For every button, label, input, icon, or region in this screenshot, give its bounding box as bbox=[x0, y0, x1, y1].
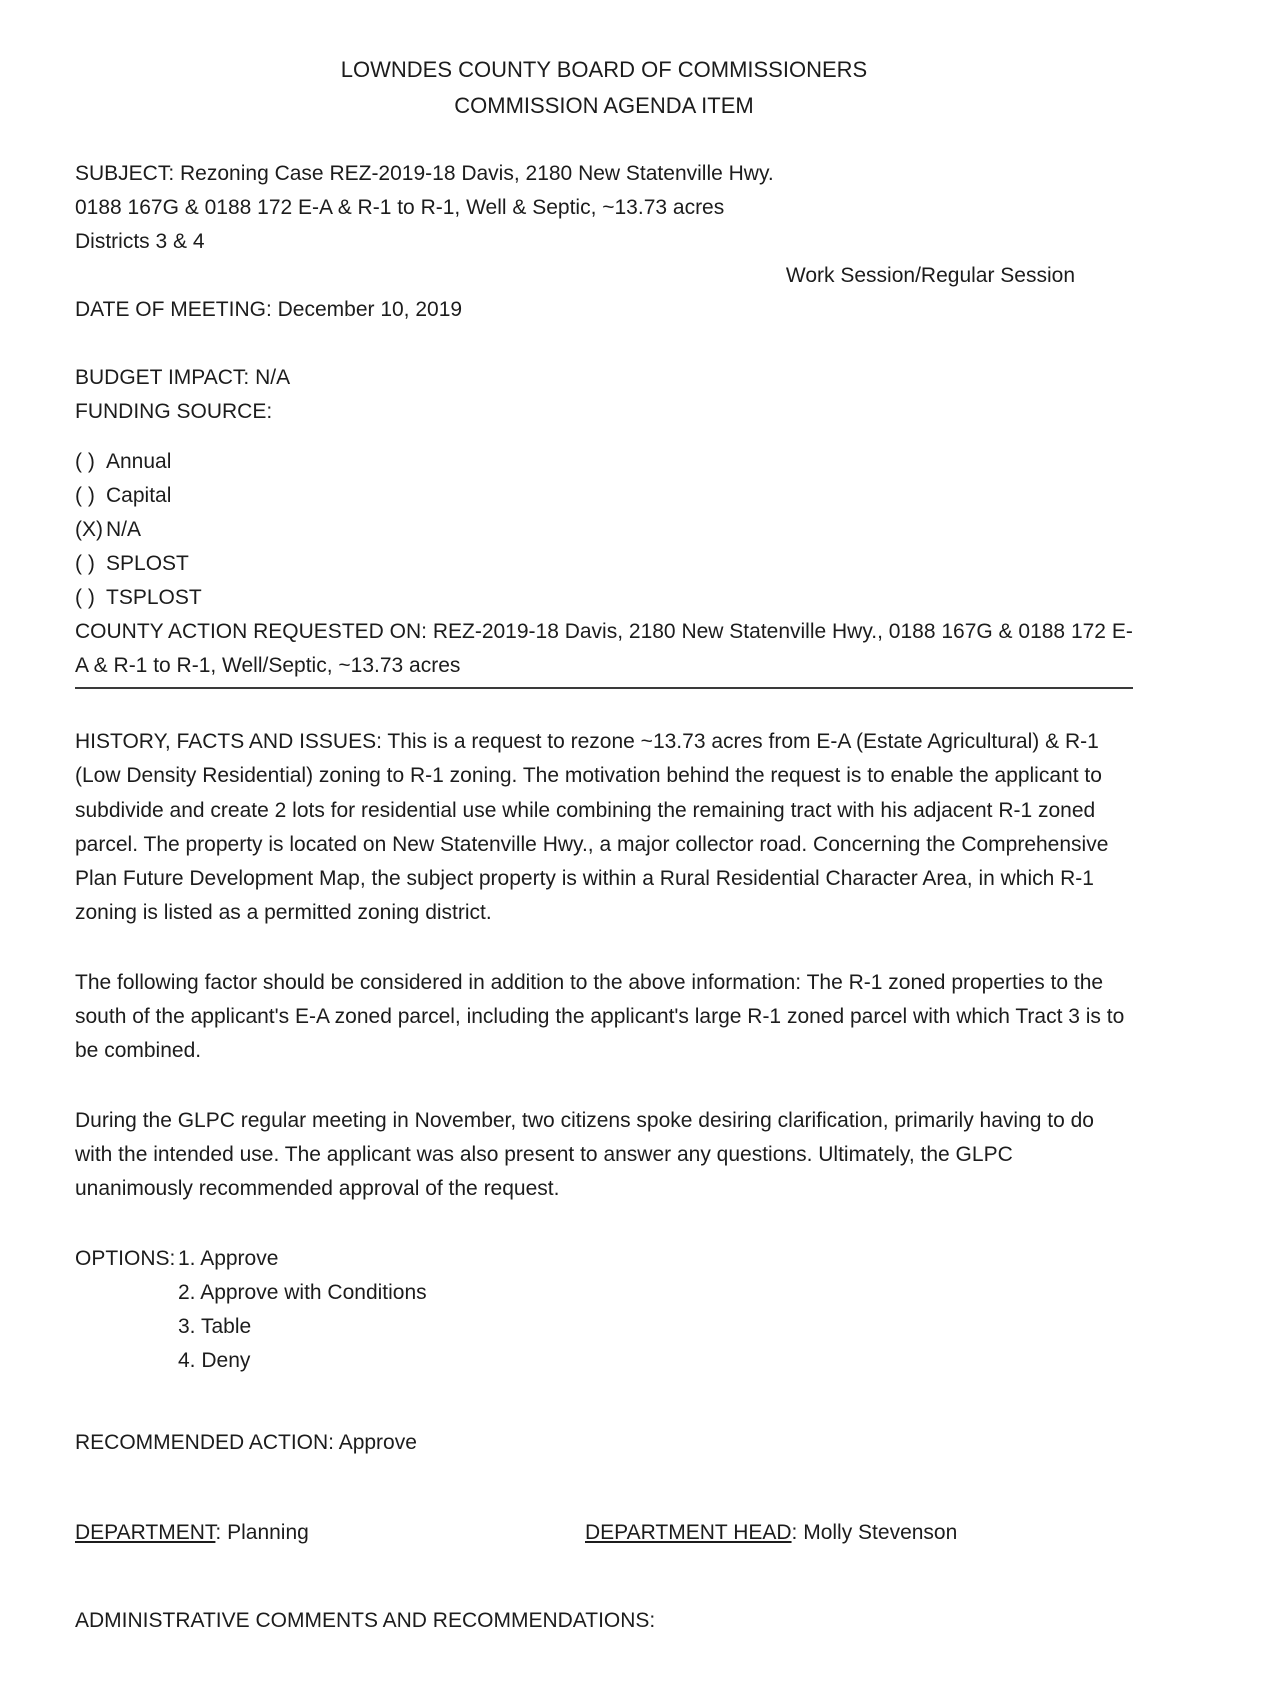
checkbox-mark-na-checked: (X) bbox=[75, 518, 103, 542]
administrative-comments-heading: ADMINISTRATIVE COMMENTS AND RECOMMENDATIONS: bbox=[75, 1608, 656, 1632]
checkbox-mark-capital: ( ) bbox=[75, 484, 95, 508]
checkbox-mark-tsplost: ( ) bbox=[75, 586, 95, 610]
title-line-board: LOWNDES COUNTY BOARD OF COMMISSIONERS bbox=[340, 57, 868, 82]
option-approve-with-conditions: 2. Approve with Conditions bbox=[178, 1280, 427, 1304]
department-head-value: : Molly Stevenson bbox=[791, 1520, 958, 1544]
funding-option-na bbox=[75, 513, 1133, 547]
funding-option-label-capital: Capital bbox=[106, 484, 172, 508]
county-action-requested: COUNTY ACTION REQUESTED ON: REZ-2019-18 Davis, 2180 New Statenville Hwy., 0188 167G & 0188 172 E-A & R-1 to R-1, Well/Septic, ~13.73 acres bbox=[75, 615, 1133, 689]
funding-option-capital bbox=[75, 479, 1133, 513]
checkbox-mark-annual: ( ) bbox=[75, 450, 95, 474]
option-deny: 4. Deny bbox=[178, 1348, 251, 1372]
department-label: DEPARTMENT bbox=[75, 1520, 216, 1544]
subject-block bbox=[75, 157, 1133, 259]
department bbox=[75, 1516, 585, 1550]
funding-source-label: FUNDING SOURCE: bbox=[75, 400, 273, 424]
options-block bbox=[75, 1242, 1133, 1378]
funding-option-annual bbox=[75, 445, 1133, 479]
department-head-label: DEPARTMENT HEAD bbox=[585, 1520, 792, 1544]
budget-impact: BUDGET IMPACT: N/A bbox=[75, 366, 291, 390]
factor-paragraph: The following factor should be considered in addition to the above information: The R-1 zoned properties to the south of the applicant's E-A zoned parcel, including the applicant's large R-1 zoned parcel with which Tract 3 is to be combined. bbox=[75, 970, 1125, 1062]
document-title bbox=[75, 52, 1133, 123]
option-table: 3. Table bbox=[178, 1314, 252, 1338]
funding-option-label-na: N/A bbox=[106, 518, 142, 542]
subject-line-3: Districts 3 & 4 bbox=[75, 230, 205, 254]
recommended-action: RECOMMENDED ACTION: Approve bbox=[75, 1430, 417, 1454]
date-of-meeting: DATE OF MEETING: December 10, 2019 bbox=[75, 298, 463, 322]
funding-option-label-tsplost: TSPLOST bbox=[106, 586, 202, 610]
subject-line-1: SUBJECT: Rezoning Case REZ-2019-18 Davis, 2180 New Statenville Hwy. bbox=[75, 162, 774, 186]
funding-option-label-splost: SPLOST bbox=[106, 552, 189, 576]
history-facts-issues-paragraph: HISTORY, FACTS AND ISSUES: This is a request to rezone ~13.73 acres from E-A (Estate Agricultural) & R-1 (Low Density Residential) zoning to R-1 zoning. The motivation behind the request is to enable the applicant to subdivide and create 2 lots for residential use while combining the remaining tract with his adjacent R-1 zoned parcel. The property is located on New Statenville Hwy., a major collector road. Concerning the Comprehensive Plan Future Development Map, the subject property is within a Rural Residential Character Area, in which R-1 zoning is listed as a permitted zoning district. bbox=[75, 730, 1109, 924]
funding-option-tsplost bbox=[75, 581, 1133, 615]
subject-line-2: 0188 167G & 0188 172 E-A & R-1 to R-1, Well & Septic, ~13.73 acres bbox=[75, 196, 725, 220]
checkbox-mark-splost: ( ) bbox=[75, 552, 95, 576]
funding-option-label-annual: Annual bbox=[106, 450, 172, 474]
title-line-agenda-item: COMMISSION AGENDA ITEM bbox=[454, 92, 754, 118]
department-value: : Planning bbox=[215, 1520, 309, 1544]
options-list bbox=[178, 1242, 427, 1378]
option-approve: 1. Approve bbox=[178, 1246, 279, 1270]
funding-options-list bbox=[75, 445, 1133, 615]
glpc-meeting-paragraph: During the GLPC regular meeting in November, two citizens spoke desiring clarification, primarily having to do with the intended use. The applicant was also present to answer any questions. Ultimately, the GLPC unanimously recommended approval of the request. bbox=[75, 1108, 1094, 1200]
options-label: OPTIONS: bbox=[75, 1246, 176, 1270]
funding-option-splost bbox=[75, 547, 1133, 581]
department-head bbox=[585, 1516, 957, 1550]
department-row bbox=[75, 1516, 1133, 1550]
session-type: Work Session/Regular Session bbox=[785, 264, 1075, 288]
